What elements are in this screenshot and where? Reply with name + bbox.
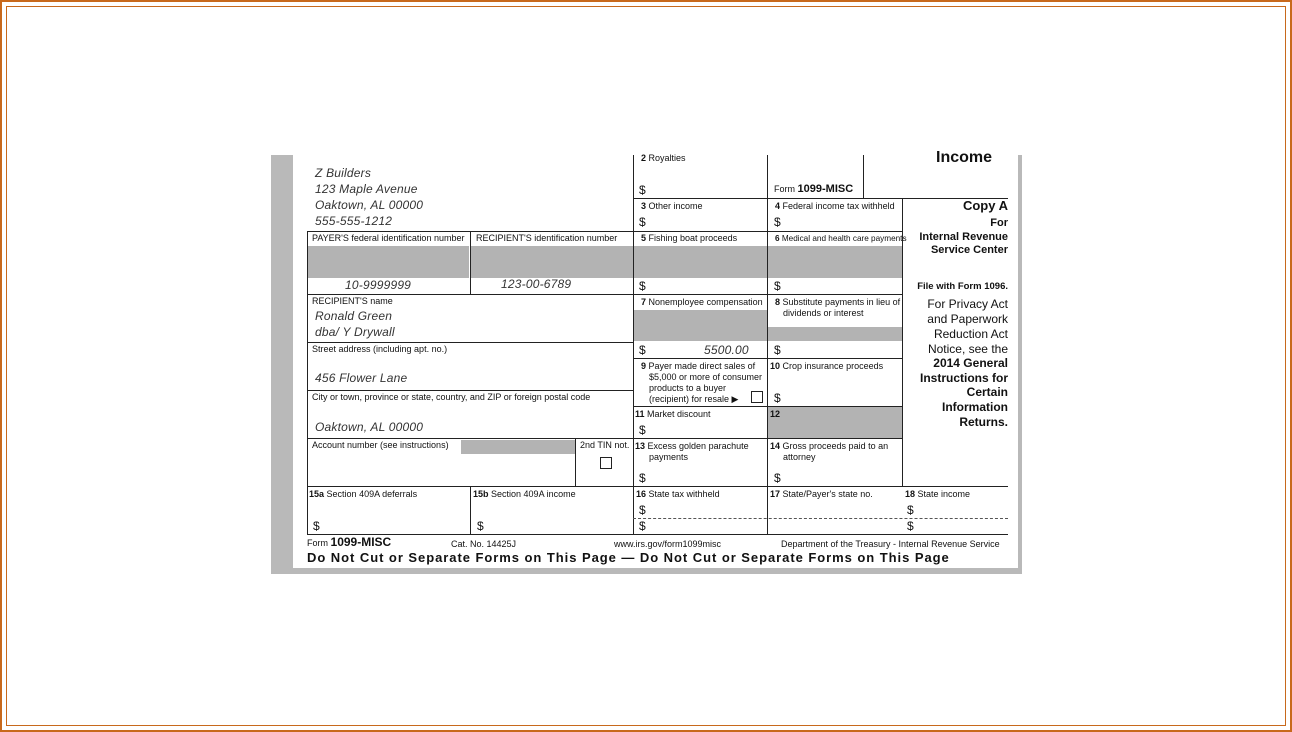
box10-dollar: $ [774,391,781,405]
second-tin-label: 2nd TIN not. [580,440,630,450]
side-notice-1: For Privacy Act [927,297,1008,311]
recipient-id-label: RECIPIENT'S identification number [476,233,618,243]
account-label: Account number (see instructions) [312,440,449,450]
box13-label-2: payments [649,452,689,462]
box13-label: 13 Excess golden parachute [635,441,749,451]
box16-label: 16 State tax withheld [636,489,720,499]
box8-dollar: $ [774,343,781,357]
income-title: Income [936,149,993,166]
side-notice-5: 2014 General [933,356,1008,370]
shade-box8 [768,327,902,341]
shade-payer-id [307,246,469,278]
box9-checkbox[interactable] [751,391,763,403]
box18-label: 18 State income [905,489,971,499]
payer-name: Z Builders [315,166,372,180]
recipient-name-label: RECIPIENT'S name [312,296,393,306]
box3-label: 3 Other income [641,201,703,211]
box10-label: 10 Crop insurance proceeds [770,361,884,371]
second-tin-checkbox[interactable] [600,457,612,469]
bottom-edge [293,568,1022,574]
shade-account [461,440,575,454]
payer-fed-id: 10-9999999 [345,278,412,292]
side-notice-6: Instructions for [919,371,1008,385]
recipient-street: 456 Flower Lane [315,371,408,385]
box7-label: 7 Nonemployee compensation [641,297,763,307]
box7-value: 5500.00 [704,343,749,357]
side-irs-2: Service Center [930,244,1008,256]
side-notice-4: Notice, see the [927,342,1008,356]
box9-label-4: (recipient) for resale ▶ [649,394,739,404]
footer-dept: Department of the Treasury - Internal Revenue Service [781,539,1000,549]
box14-label-2: attorney [783,452,816,462]
recipient-street-label: Street address (including apt. no.) [312,344,448,354]
box4-dollar: $ [774,215,781,229]
box5-label: 5 Fishing boat proceeds [641,233,738,243]
box3-dollar: $ [639,215,646,229]
box18-dollar-2: $ [907,519,914,533]
box16-dollar-2: $ [639,519,646,533]
footer-url: www.irs.gov/form1099misc [614,539,722,549]
box9-label-2: $5,000 or more of consumer [649,372,763,382]
form-1099-misc [271,149,1022,574]
side-notice-7: Certain [966,385,1008,399]
box2-dollar: $ [639,183,646,197]
box11-label: 11 Market discount [635,409,711,419]
copy-a: Copy A [962,198,1008,213]
recipient-id: 123-00-6789 [501,277,572,291]
payer-phone: 555-555-1212 [315,214,393,228]
box15a-label: 15a Section 409A deferrals [309,489,418,499]
box4-label: 4 Federal income tax withheld [775,201,895,211]
box8-label-2: dividends or interest [783,308,864,318]
box2-label: 2 Royalties [641,153,686,163]
box5-dollar: $ [639,279,646,293]
left-gutter [271,155,293,574]
footer-cat: Cat. No. 14425J [451,539,517,549]
payer-city: Oaktown, AL 00000 [315,198,424,212]
footer-warning: Do Not Cut or Separate Forms on This Page — Do Not Cut or Separate Forms on This Page [307,550,950,565]
shade-recipient-id [471,246,633,278]
shade-box12 [768,407,902,438]
shade-box6 [768,246,902,278]
box7-dollar: $ [639,343,646,357]
payer-fed-id-label: PAYER'S federal identification number [312,233,465,243]
box14-label: 14 Gross proceeds paid to an [770,441,889,451]
side-file-with: File with Form 1096. [917,281,1008,292]
right-edge [1018,155,1022,574]
side-for: For [990,217,1008,229]
recipient-city: Oaktown, AL 00000 [315,420,424,434]
footer-form: Form 1099-MISC [307,535,392,549]
box6-label: 6 Medical and health care payments [775,234,907,243]
form-name-small: Form 1099-MISC [774,183,854,195]
box11-dollar: $ [639,423,646,437]
side-irs-1: Internal Revenue [919,231,1008,243]
recipient-name-line2: dba/ Y Drywall [315,325,395,339]
box15b-label: 15b Section 409A income [473,489,576,499]
side-notice-3: Reduction Act [933,327,1008,341]
side-notice-8: Information [942,400,1008,414]
box8-label: 8 Substitute payments in lieu of [775,297,901,307]
side-notice-2: and Paperwork [927,312,1008,326]
shade-box5 [634,246,768,278]
recipient-city-label: City or town, province or state, country, and ZIP or foreign postal code [312,392,591,402]
side-notice-9: Returns. [959,415,1008,429]
box14-dollar: $ [774,471,781,485]
recipient-name-line1: Ronald Green [315,309,393,323]
box17-label: 17 State/Payer's state no. [770,489,873,499]
box9-label-3: products to a buyer [649,383,727,393]
box18-dollar-1: $ [907,503,914,517]
payer-street: 123 Maple Avenue [315,182,418,196]
box16-dollar-1: $ [639,503,646,517]
box13-dollar: $ [639,471,646,485]
box15b-dollar: $ [477,519,484,533]
box15a-dollar: $ [313,519,320,533]
box6-dollar: $ [774,279,781,293]
box9-label-1: 9 Payer made direct sales of [641,361,756,371]
shade-box7 [634,310,768,341]
box12-label: 12 [770,409,781,419]
